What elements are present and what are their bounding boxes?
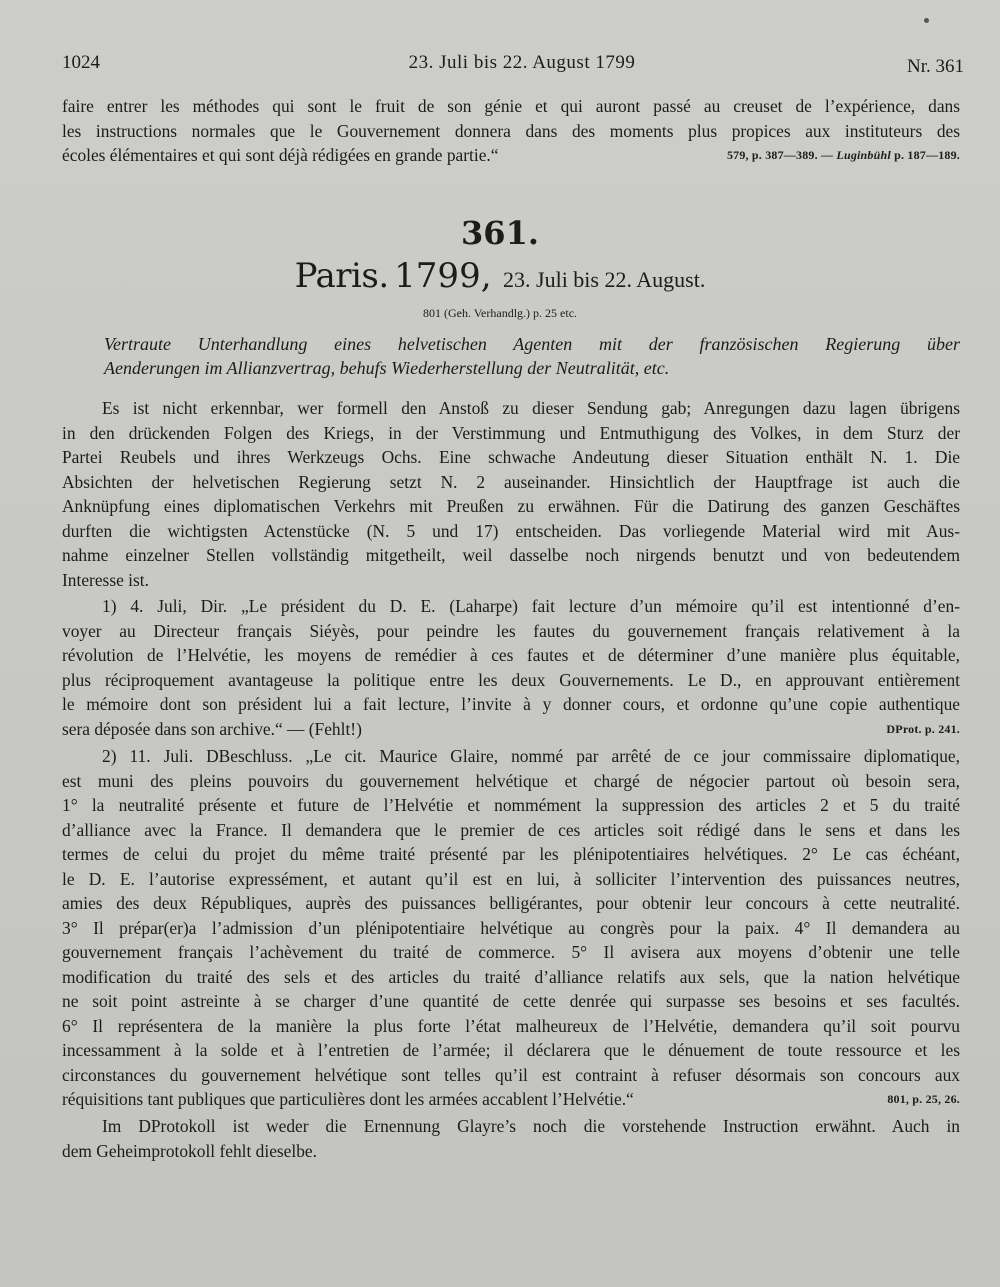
text-line: 6° Il représentera de la manière la plus forte l’état malheureux de l’Helvétie, demandera qu’il soit pourvu	[62, 1015, 960, 1036]
document-dates: 23. Juli bis 22. August.	[503, 267, 706, 292]
document-summary	[104, 332, 960, 380]
carryover-paragraph	[62, 94, 960, 168]
document-source: 801 (Geh. Verhandlg.) p. 25 etc.	[422, 306, 578, 320]
intro-paragraph	[62, 396, 960, 592]
item-1-paragraph	[62, 594, 960, 741]
date-range-header: 23. Juli bis 22. August 1799	[408, 52, 636, 73]
text-line: révolution de l’Helvétie, les moyens de remédier à ces fautes et de déterminer d’une manière plus équitable,	[62, 645, 960, 665]
page-number: 1024	[62, 52, 100, 73]
running-head	[62, 52, 962, 82]
text-line: termes de celui du projet du même traité présenté par les plénipotentiaires helvétiques. 2° Le cas échéant,	[62, 844, 960, 864]
text-line: Absichten der helvetischen Regierung setzt N. 2 auseinander. Hinsichtlich der Hauptfrage ist auch die	[62, 471, 960, 492]
text-line: amies des deux Républiques, auprès des puissances belligérantes, pour obtenir leur concours à cette neutralité.	[62, 893, 960, 913]
document-year: 1799,	[394, 256, 492, 296]
text-line: durften die wichtigsten Actenstücke (N. 5 und 17) entscheiden. Das vorliegende Material wird mit Aus-	[62, 520, 960, 541]
text-line: faire entrer les méthodes qui sont le fruit de son génie et qui auront passé au creuset de l’expérience, dans	[62, 96, 960, 116]
text-line: voyer au Directeur français Siéyès, pour peindre les fautes du gouvernement français relativement à la	[62, 620, 960, 641]
text-line	[62, 143, 960, 168]
text-line: Es ist nicht erkennbar, wer formell den Anstoß zu dieser Sendung gab; Anregungen dazu lagen übrigens	[102, 398, 960, 418]
text-line	[62, 717, 960, 742]
document-number: 361.	[461, 214, 539, 252]
text-line: 3° Il prépar(er)a l’admission d’un plénipotentiaire helvétique au congrès pour la paix. 4° Il demandera au	[62, 917, 960, 938]
text-line: Anknüpfung eines diplomatischen Verkehrs mit Preußen zu erwähnen. Für die Datirung des ganzen Geschäftes	[62, 496, 960, 516]
text-line: modification du traité des sels et des articles du traité d’alliance relatifs aux sels, que la nation helvétique	[62, 966, 960, 987]
text-line-content: écoles élémentaires et qui sont déjà rédigées en grande partie.“	[62, 145, 499, 165]
source-reference: DProt. p. 241.	[886, 721, 960, 736]
document-number-header: Nr. 361	[907, 56, 964, 77]
text-line: le mémoire dont son président lui a fait lecture, l’invite à y donner cours, et ordonne qu’une copie authentique	[62, 694, 960, 714]
text-line: les instructions normales que le Gouvernement donnera dans des moments plus propices aux instituteurs des	[62, 120, 960, 141]
source-reference: 801, p. 25, 26.	[887, 1092, 960, 1106]
text-line: Im DProtokoll ist weder die Ernennung Glayre’s noch die vorstehende Instruction erwähnt. Auch in	[102, 1116, 960, 1136]
document-place: Paris.	[294, 256, 389, 296]
document-dateline	[0, 256, 1000, 296]
text-line: gouvernement français l’achèvement du traité de commerce. 5° Il avisera aux moyens d’obtenir une telle	[62, 942, 960, 962]
text-line: est muni des pleins pouvoirs du gouvernement helvétique et chargé de négocier partout où besoin sera,	[62, 770, 960, 791]
text-line: 1° la neutralité présente et future de l’Helvétie et nommément la suppression des articles 2 et 5 du traité	[62, 795, 960, 815]
text-line: ne soit point astreinte à se charger d’une quantité de cette denrée qui surpasse ses besoins et ses facultés.	[62, 991, 960, 1011]
text-line: in den drückenden Folgen des Kriegs, in der Verstimmung und Entmuthigung des Volkes, in dem Sturz der	[62, 422, 960, 443]
text-line	[62, 1087, 960, 1112]
text-line: circonstances du gouvernement helvétique sont telles qu’il est contraint à refuser désormais son concours aux	[62, 1064, 960, 1085]
text-line: nahme einzelner Stellen vollständig mitgetheilt, weil dasselbe noch nirgends benutzt und von bedeutendem	[62, 545, 960, 565]
ink-speck	[924, 18, 929, 23]
text-line: d’alliance avec la France. Il demandera que le premier de ces articles soit rédigé dans le sens et dans les	[62, 819, 960, 840]
text-line-content: réquisitions tant publiques que particulières dont les armées accablent l’Helvétie.“	[62, 1089, 634, 1109]
text-line: Partei Reubels und ihres Werkzeugs Ochs. Eine schwache Andeutung dieser Situation enthält N. 1. Die	[62, 447, 960, 467]
text-line-content: sera déposée dans son archive.“ — (Fehlt!)	[62, 718, 362, 739]
summary-line: Aenderungen im Allianzvertrag, behufs Wiederherstellung der Neutralität, etc.	[104, 358, 670, 378]
text-line: le D. E. l’autorise expressément, et autant qu’il est en lui, à solliciter l’intervention des puissances neutres,	[62, 868, 960, 889]
source-reference	[727, 143, 960, 168]
summary-line: Vertraute Unterhandlung eines helvetischen Agenten mit der französischen Regierung über	[104, 334, 960, 354]
ref-numbers: 579, p. 387—389. —	[726, 148, 834, 162]
text-line: dem Geheimprotokoll fehlt dieselbe.	[62, 1140, 317, 1161]
text-line: plus réciproquement avantageuse la politique entre les deux Gouvernements. Le D., en approuvant entièrement	[62, 669, 960, 690]
text-line: incessamment à la solde et à l’entretien de l’armée; il déclarera que le dénuement de toute ressource et les	[62, 1040, 960, 1060]
text-line: 2) 11. Juli. DBeschluss. „Le cit. Maurice Glaire, nommé par arrêté de ce jour commissaire diplomatique,	[102, 746, 960, 766]
text-line: Interesse ist.	[62, 569, 149, 590]
item-2-paragraph	[62, 744, 960, 1112]
closing-paragraph	[62, 1114, 960, 1163]
ref-pages: p. 187—189.	[894, 148, 960, 162]
ref-author: Luginbühl	[836, 148, 891, 162]
text-line: 1) 4. Juli, Dir. „Le président du D. E. (Laharpe) fait lecture d’un mémoire qu’il est intentionné d’en-	[102, 596, 960, 616]
